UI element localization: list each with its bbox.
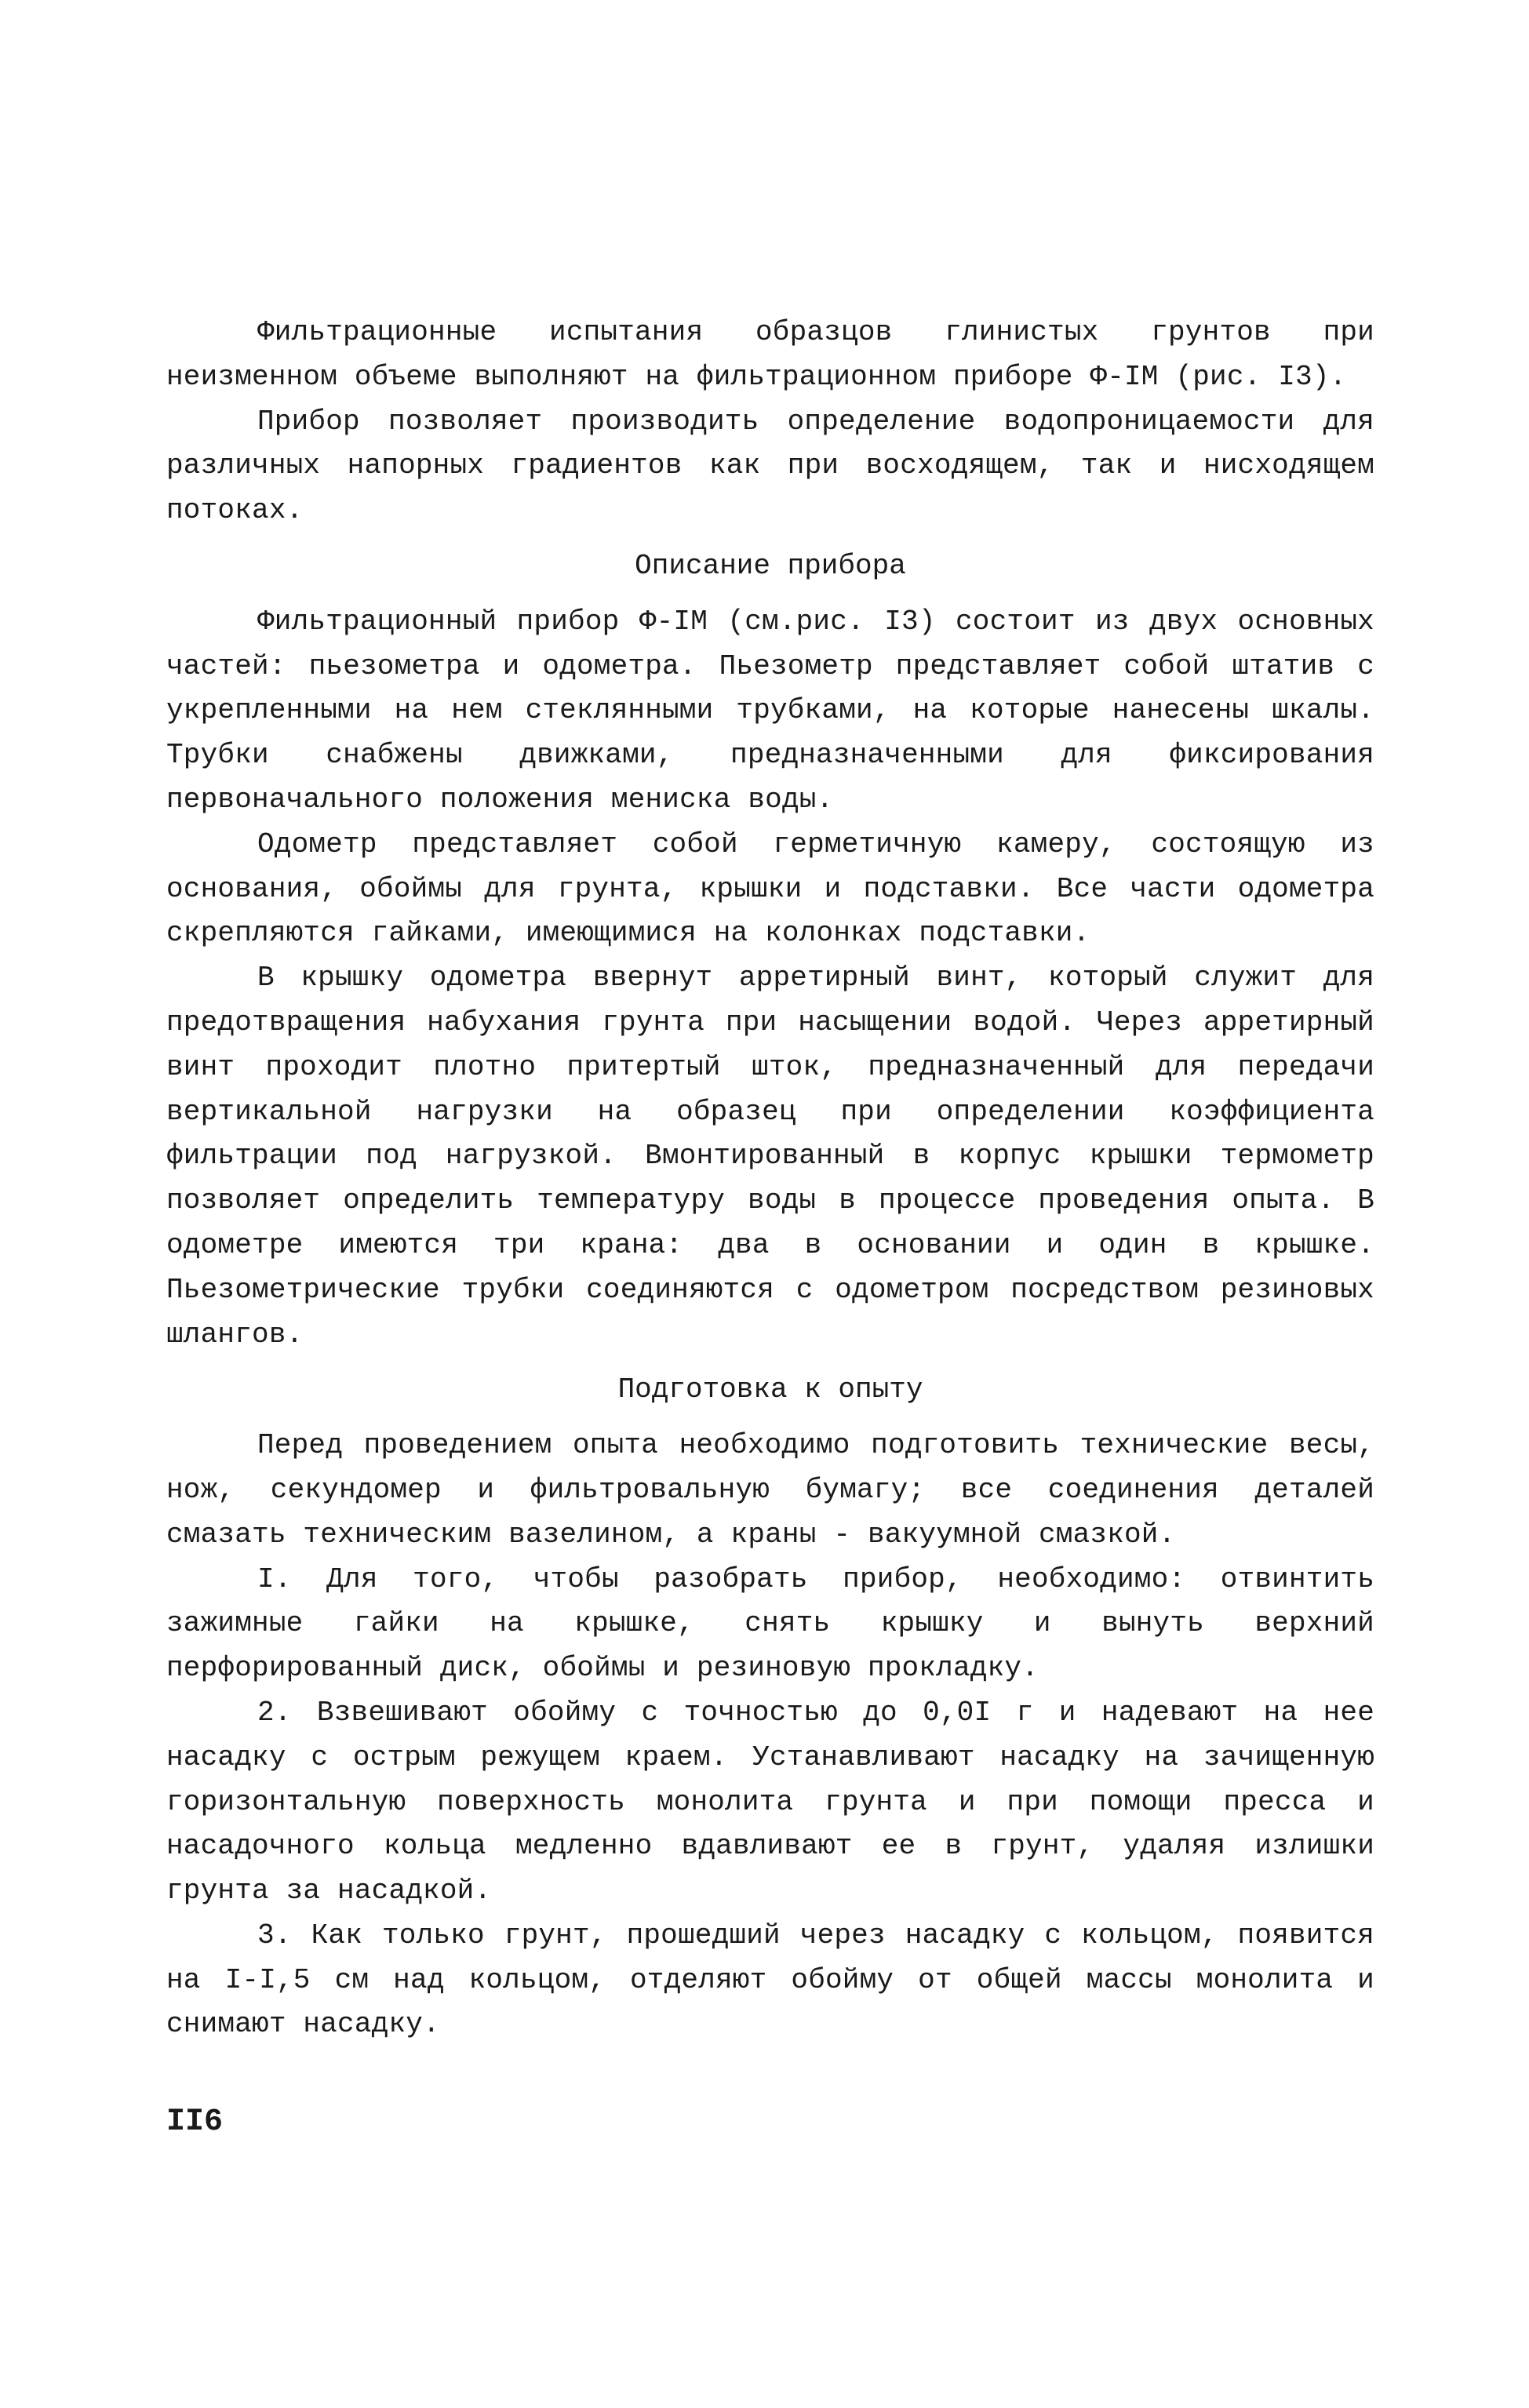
paragraph-cover-screw: В крышку одометра ввернут арретирный винт, который служит для предотвращения набухания грунта при насыщении водой. Через арретирный винт проходит плотно притертый шток, предназначенный для передачи вертикальной нагрузки на образец при определении коэффициента фильтрации под нагрузкой. Вмонтированный в корпус крышки термометр позволяет определить температуру воды в процессе проведения опыта. В одометре имеются три крана: два в основании и один в крышке. Пьезометрические трубки соединяются с одометром посредством резиновых шлангов.	[166, 962, 1374, 1351]
page-number: II6	[166, 2104, 224, 2140]
text-column	[166, 311, 1374, 2047]
section-heading-preparation: Подготовка к опыту	[617, 1373, 923, 1406]
paragraph-preparation-tools: Перед проведением опыта необходимо подготовить технические весы, нож, секундомер и фильтровальную бумагу; все соединения деталей смазать техническим вазелином, а краны - вакуумной смазкой.	[166, 1429, 1374, 1551]
paragraph-odometer: Одометр представляет собой герметичную камеру, состоящую из основания, обоймы для грунта, крышки и подставки. Все части одометра скрепляются гайками, имеющимися на колонках подставки.	[166, 828, 1374, 950]
section-heading-description: Описание прибора	[635, 549, 906, 582]
paragraph-step-2: 2. Взвешивают обойму с точностью до 0,0I г и надевают на нее насадку с острым режущем краем. Устанавливают насадку на зачищенную горизонтальную поверхность монолита грунта и при помощи пресса и насадочного кольца медленно вдавливают ее в грунт, удаляя излишки грунта за насадкой.	[166, 1696, 1374, 1908]
paragraph-step-3: 3. Как только грунт, прошедший через насадку с кольцом, появится на I-I,5 см над кольцом, отделяют обойму от общей массы монолита и снимают насадку.	[166, 1919, 1374, 2041]
paragraph-filtration-tests: Фильтрационные испытания образцов глинистых грунтов при неизменном объеме выполняют на фильтрационном приборе Ф-IМ (рис. I3).	[166, 316, 1374, 393]
paragraph-device-capability: Прибор позволяет производить определение водопроницаемости для различных напорных градиентов как при восходящем, так и нисходящем потоках.	[166, 405, 1374, 527]
paragraph-device-parts: Фильтрационный прибор Ф-IМ (см.рис. I3) состоит из двух основных частей: пьезометра и одометра. Пьезометр представляет собой штатив с укрепленными на нем стеклянными трубками, на которые нанесены шкалы. Трубки снабжены движками, предназначенными для фиксирования первоначального положения мениска воды.	[166, 605, 1374, 816]
paragraph-step-1: I. Для того, чтобы разобрать прибор, необходимо: отвинтить зажимные гайки на крышке, снять крышку и вынуть верхний перфорированный диск, обоймы и резиновую прокладку.	[166, 1562, 1374, 1685]
